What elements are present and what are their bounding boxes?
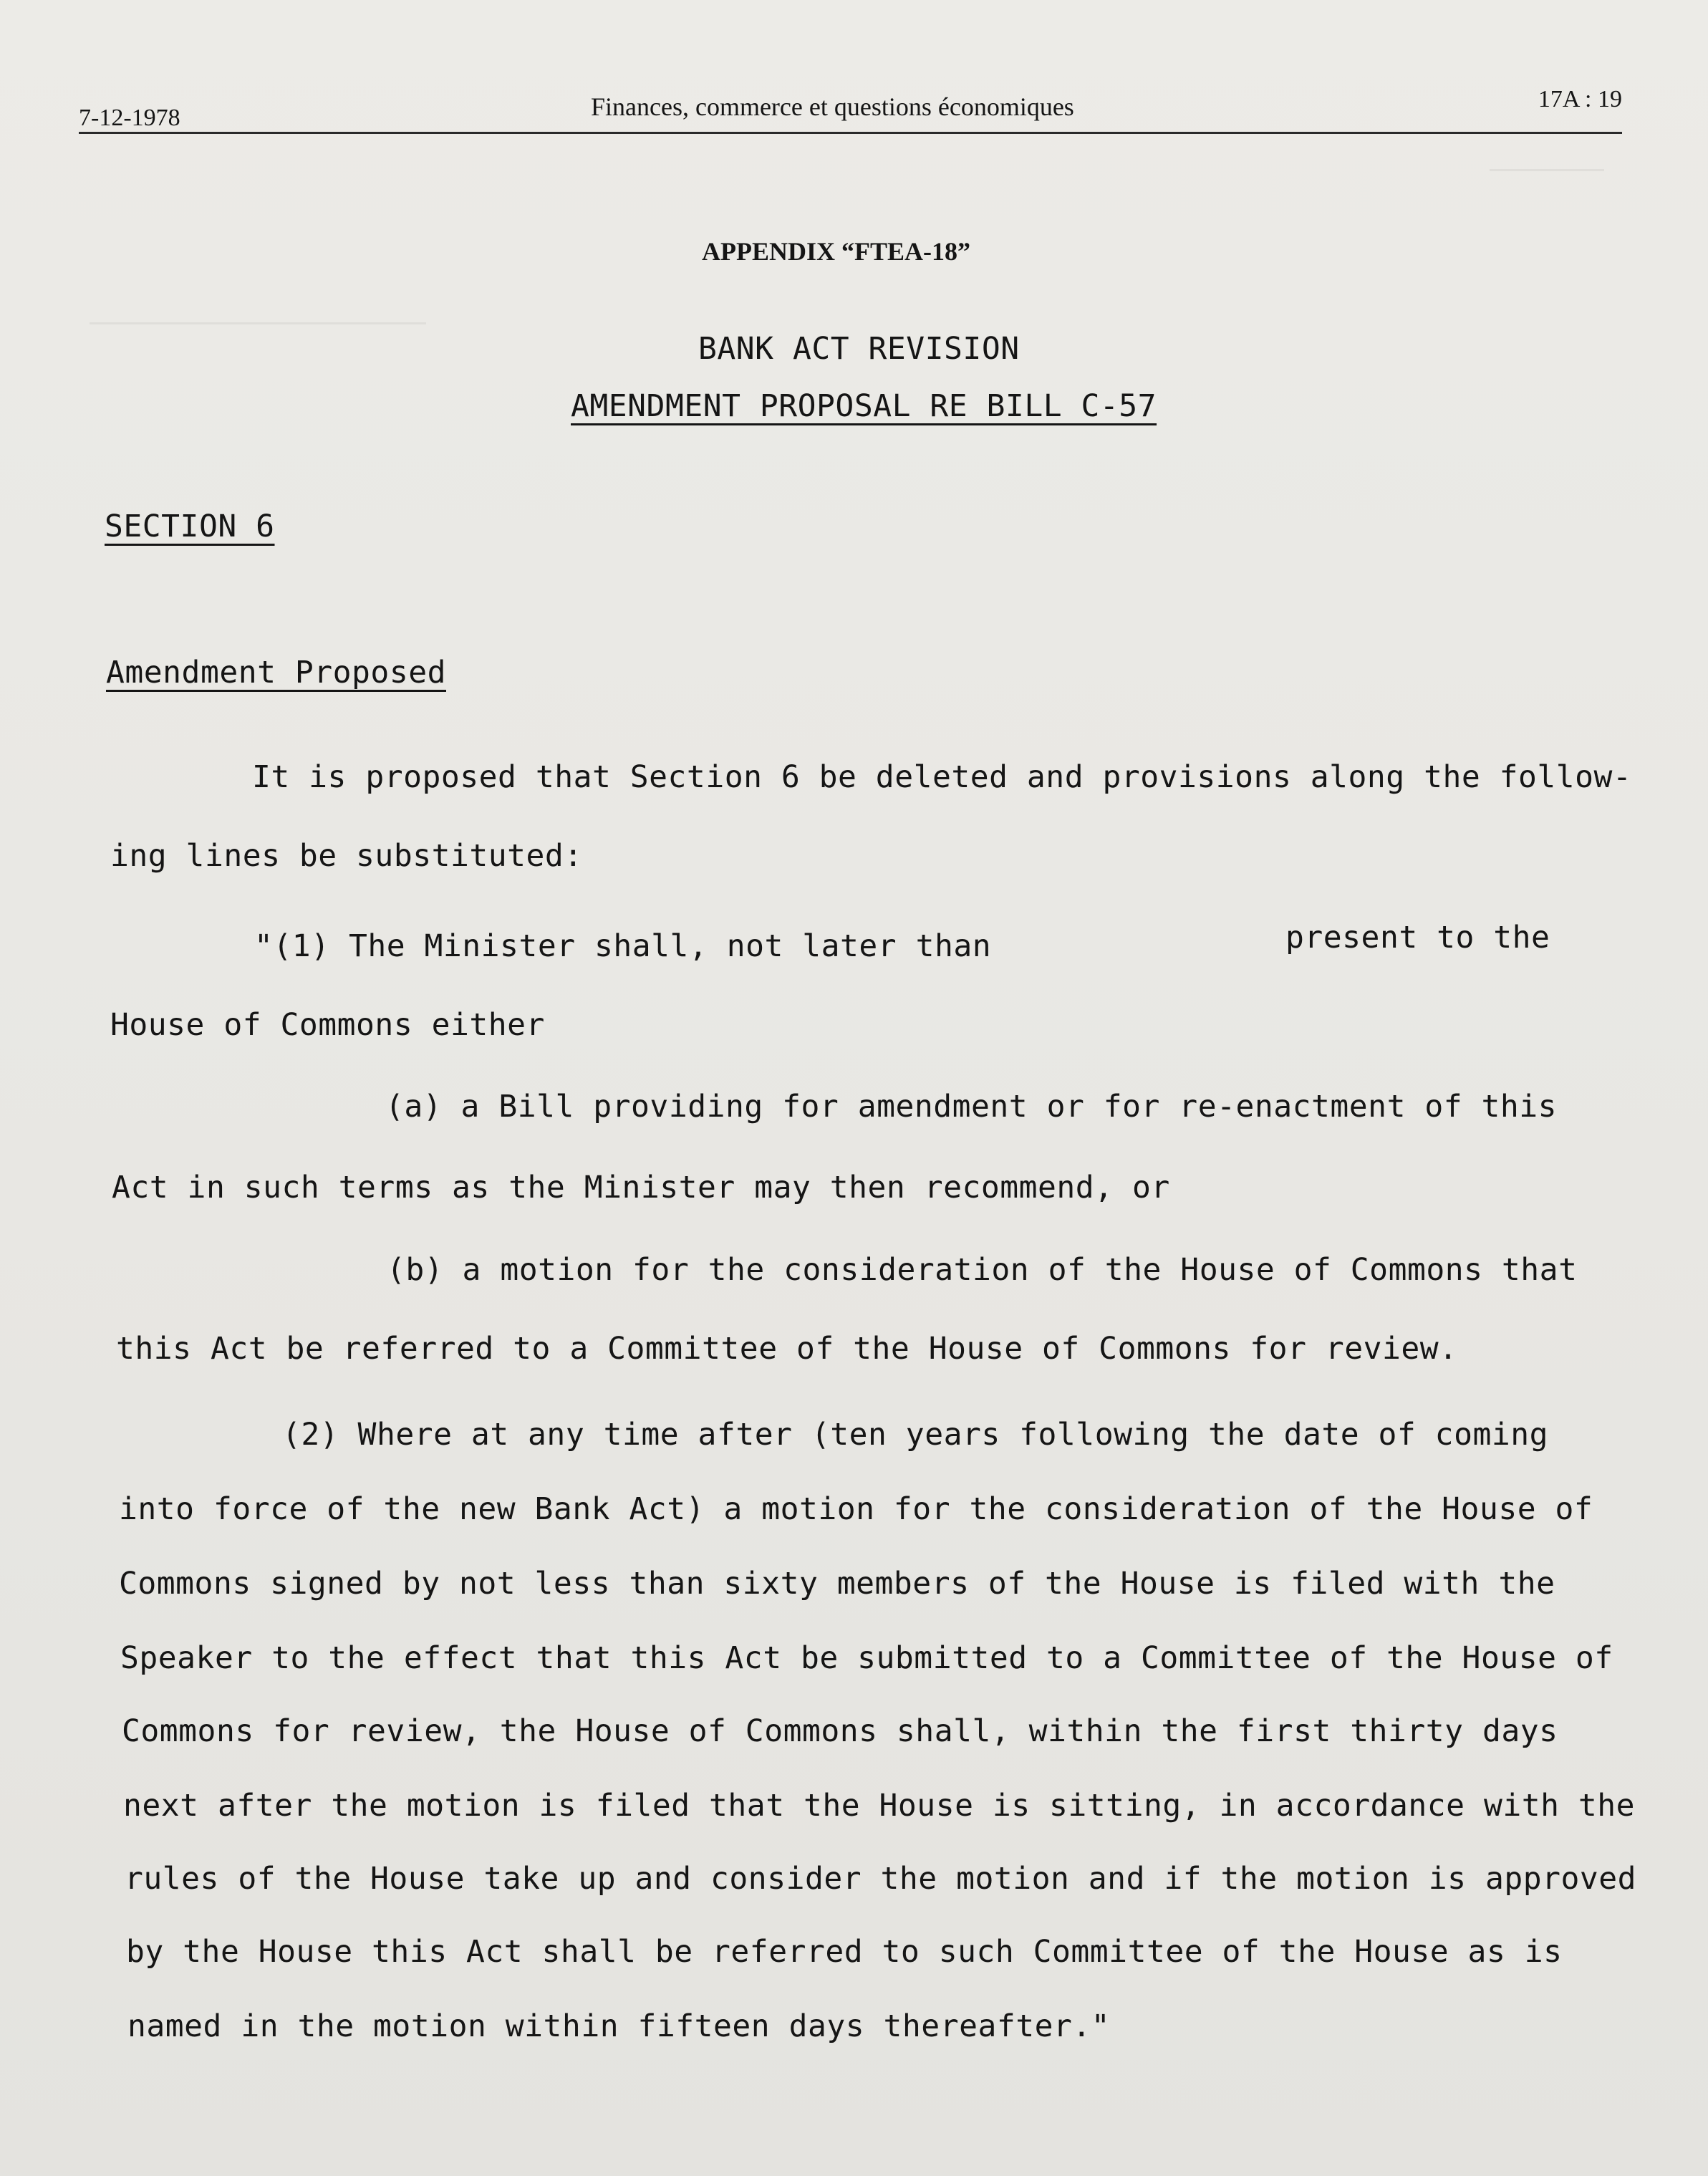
body-line: "(1) The Minister shall, not later than <box>254 928 992 964</box>
body-line: Commons signed by not less than sixty members of the House is filed with the <box>119 1566 1555 1602</box>
body-line: Speaker to the effect that this Act be submitted to a Committee of the House of <box>120 1640 1613 1676</box>
subheading: Amendment Proposed <box>106 655 446 690</box>
body-line: this Act be referred to a Committee of the House of Commons for review. <box>116 1331 1458 1367</box>
body-line: rules of the House take up and consider the motion and if the motion is approved <box>125 1861 1637 1897</box>
body-line: Commons for review, the House of Commons shall, within the first thirty days <box>122 1713 1558 1749</box>
show-through-rule <box>90 322 426 324</box>
body-line: into force of the new Bank Act) a motion for the consideration of the House of <box>119 1491 1593 1527</box>
page-header <box>79 86 1622 134</box>
header-page-number: 17A : 19 <box>1538 86 1622 112</box>
section-heading: SECTION 6 <box>105 509 275 544</box>
body-line: (b) a motion for the consideration of the House of Commons that <box>387 1252 1578 1288</box>
show-through-rule <box>1490 169 1604 171</box>
appendix-title: APPENDIX “FTEA-18” <box>702 237 970 266</box>
body-line: It is proposed that Section 6 be deleted and provisions along the follow- <box>252 759 1632 795</box>
body-line: next after the motion is filed that the House is sitting, in accordance with the <box>123 1788 1636 1824</box>
body-line: by the House this Act shall be referred to such Committee of the House as is <box>126 1934 1563 1970</box>
body-line: ing lines be substituted: <box>110 838 583 874</box>
body-line: (a) a Bill providing for amendment or for re-enactment of this <box>385 1089 1558 1125</box>
body-line: named in the motion within fifteen days thereafter." <box>127 2008 1111 2044</box>
header-title: Finances, commerce et questions économiques <box>591 92 1074 121</box>
body-line: Act in such terms as the Minister may then recommend, or <box>112 1170 1170 1205</box>
document-title: BANK ACT REVISION <box>698 331 1020 367</box>
body-line: House of Commons either <box>110 1007 545 1043</box>
header-date: 7-12-1978 <box>79 105 180 131</box>
document-subtitle: AMENDMENT PROPOSAL RE BILL C-57 <box>571 388 1157 424</box>
body-line: present to the <box>1285 920 1550 955</box>
body-line: (2) Where at any time after (ten years following the date of coming <box>282 1417 1549 1453</box>
